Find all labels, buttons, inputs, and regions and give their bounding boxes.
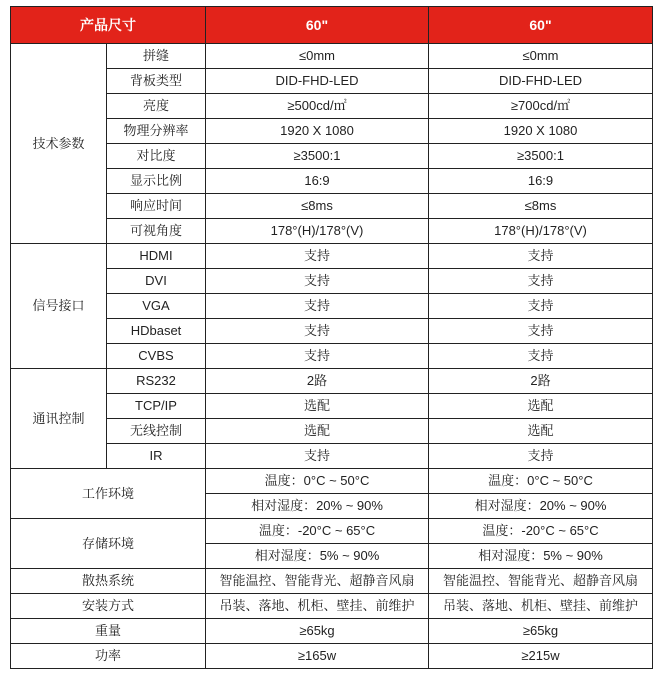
- cell-value-2: 选配: [429, 419, 653, 444]
- group-label: 通讯控制: [11, 369, 107, 469]
- table-row: [11, 519, 653, 544]
- cell-value-2: 选配: [429, 394, 653, 419]
- cell-value-1: 选配: [206, 419, 429, 444]
- row-label: 功率: [11, 644, 206, 669]
- cell-value-1: ≥500cd/㎡: [206, 94, 429, 119]
- group-label: 信号接口: [11, 244, 107, 369]
- table-row: [11, 344, 653, 369]
- cell-value-2: ≤8ms: [429, 194, 653, 219]
- cell-value-2: 温度：-20°C ~ 65°C: [429, 519, 653, 544]
- table-row: [11, 469, 653, 494]
- row-label: 显示比例: [107, 169, 206, 194]
- cell-value-1: ≥165w: [206, 644, 429, 669]
- cell-value-1: 支持: [206, 269, 429, 294]
- cell-value-2: 温度：0°C ~ 50°C: [429, 469, 653, 494]
- cell-value-1: ≤8ms: [206, 194, 429, 219]
- cell-value-2: 16:9: [429, 169, 653, 194]
- table-row: [11, 269, 653, 294]
- table-row: [11, 644, 653, 669]
- cell-value-1: DID-FHD-LED: [206, 69, 429, 94]
- row-label: DVI: [107, 269, 206, 294]
- cell-value-1: 支持: [206, 444, 429, 469]
- cell-value-1: 相对湿度：20% ~ 90%: [206, 494, 429, 519]
- row-label: IR: [107, 444, 206, 469]
- row-label: 亮度: [107, 94, 206, 119]
- table-row: [11, 119, 653, 144]
- table-row: [11, 319, 653, 344]
- header-product-size: 产品尺寸: [11, 7, 206, 44]
- cell-value-1: 温度：-20°C ~ 65°C: [206, 519, 429, 544]
- row-label: 拼缝: [107, 44, 206, 69]
- header-model-2: 60": [429, 7, 653, 44]
- cell-value-2: 1920 X 1080: [429, 119, 653, 144]
- row-label: 背板类型: [107, 69, 206, 94]
- table-row: [11, 369, 653, 394]
- cell-value-1: 16:9: [206, 169, 429, 194]
- row-label: CVBS: [107, 344, 206, 369]
- env-label: 存储环境: [11, 519, 206, 569]
- cell-value-1: 178°(H)/178°(V): [206, 219, 429, 244]
- row-label: HDbaset: [107, 319, 206, 344]
- table-row: [11, 44, 653, 69]
- row-label: 重量: [11, 619, 206, 644]
- row-label: 无线控制: [107, 419, 206, 444]
- table-header-row: [11, 7, 653, 44]
- table-row: [11, 94, 653, 119]
- table-row: [11, 419, 653, 444]
- cell-value-1: 智能温控、智能背光、超静音风扇: [206, 569, 429, 594]
- cell-value-2: ≤0mm: [429, 44, 653, 69]
- cell-value-1: ≥65kg: [206, 619, 429, 644]
- cell-value-1: ≤0mm: [206, 44, 429, 69]
- table-row: [11, 294, 653, 319]
- cell-value-2: ≥215w: [429, 644, 653, 669]
- table-row: [11, 594, 653, 619]
- cell-value-2: 支持: [429, 319, 653, 344]
- table-row: [11, 444, 653, 469]
- row-label: 可视角度: [107, 219, 206, 244]
- table-row: [11, 194, 653, 219]
- cell-value-2: 支持: [429, 444, 653, 469]
- cell-value-1: 1920 X 1080: [206, 119, 429, 144]
- cell-value-2: 相对湿度：20% ~ 90%: [429, 494, 653, 519]
- cell-value-2: ≥700cd/㎡: [429, 94, 653, 119]
- cell-value-2: DID-FHD-LED: [429, 69, 653, 94]
- cell-value-2: 支持: [429, 294, 653, 319]
- table-row: [11, 219, 653, 244]
- env-label: 工作环境: [11, 469, 206, 519]
- group-label: 技术参数: [11, 44, 107, 244]
- cell-value-1: 支持: [206, 344, 429, 369]
- row-label: VGA: [107, 294, 206, 319]
- cell-value-1: 吊装、落地、机柜、壁挂、前维护: [206, 594, 429, 619]
- table-row: [11, 169, 653, 194]
- row-label: 物理分辨率: [107, 119, 206, 144]
- row-label: HDMI: [107, 244, 206, 269]
- cell-value-2: 支持: [429, 269, 653, 294]
- cell-value-2: 智能温控、智能背光、超静音风扇: [429, 569, 653, 594]
- cell-value-1: 温度：0°C ~ 50°C: [206, 469, 429, 494]
- cell-value-1: 支持: [206, 319, 429, 344]
- table-row: [11, 569, 653, 594]
- cell-value-1: 相对湿度：5% ~ 90%: [206, 544, 429, 569]
- cell-value-2: 支持: [429, 344, 653, 369]
- row-label: 安装方式: [11, 594, 206, 619]
- row-label: 对比度: [107, 144, 206, 169]
- cell-value-2: 178°(H)/178°(V): [429, 219, 653, 244]
- table-row: [11, 244, 653, 269]
- table-row: [11, 619, 653, 644]
- table-row: [11, 144, 653, 169]
- cell-value-2: ≥3500:1: [429, 144, 653, 169]
- table-row: [11, 69, 653, 94]
- cell-value-1: ≥3500:1: [206, 144, 429, 169]
- header-model-1: 60": [206, 7, 429, 44]
- table-row: [11, 394, 653, 419]
- cell-value-2: 支持: [429, 244, 653, 269]
- row-label: RS232: [107, 369, 206, 394]
- row-label: 响应时间: [107, 194, 206, 219]
- row-label: 散热系统: [11, 569, 206, 594]
- cell-value-1: 2路: [206, 369, 429, 394]
- cell-value-2: ≥65kg: [429, 619, 653, 644]
- cell-value-2: 相对湿度：5% ~ 90%: [429, 544, 653, 569]
- row-label: TCP/IP: [107, 394, 206, 419]
- spec-table: [10, 6, 653, 669]
- cell-value-2: 吊装、落地、机柜、壁挂、前维护: [429, 594, 653, 619]
- cell-value-1: 支持: [206, 244, 429, 269]
- cell-value-1: 选配: [206, 394, 429, 419]
- cell-value-1: 支持: [206, 294, 429, 319]
- cell-value-2: 2路: [429, 369, 653, 394]
